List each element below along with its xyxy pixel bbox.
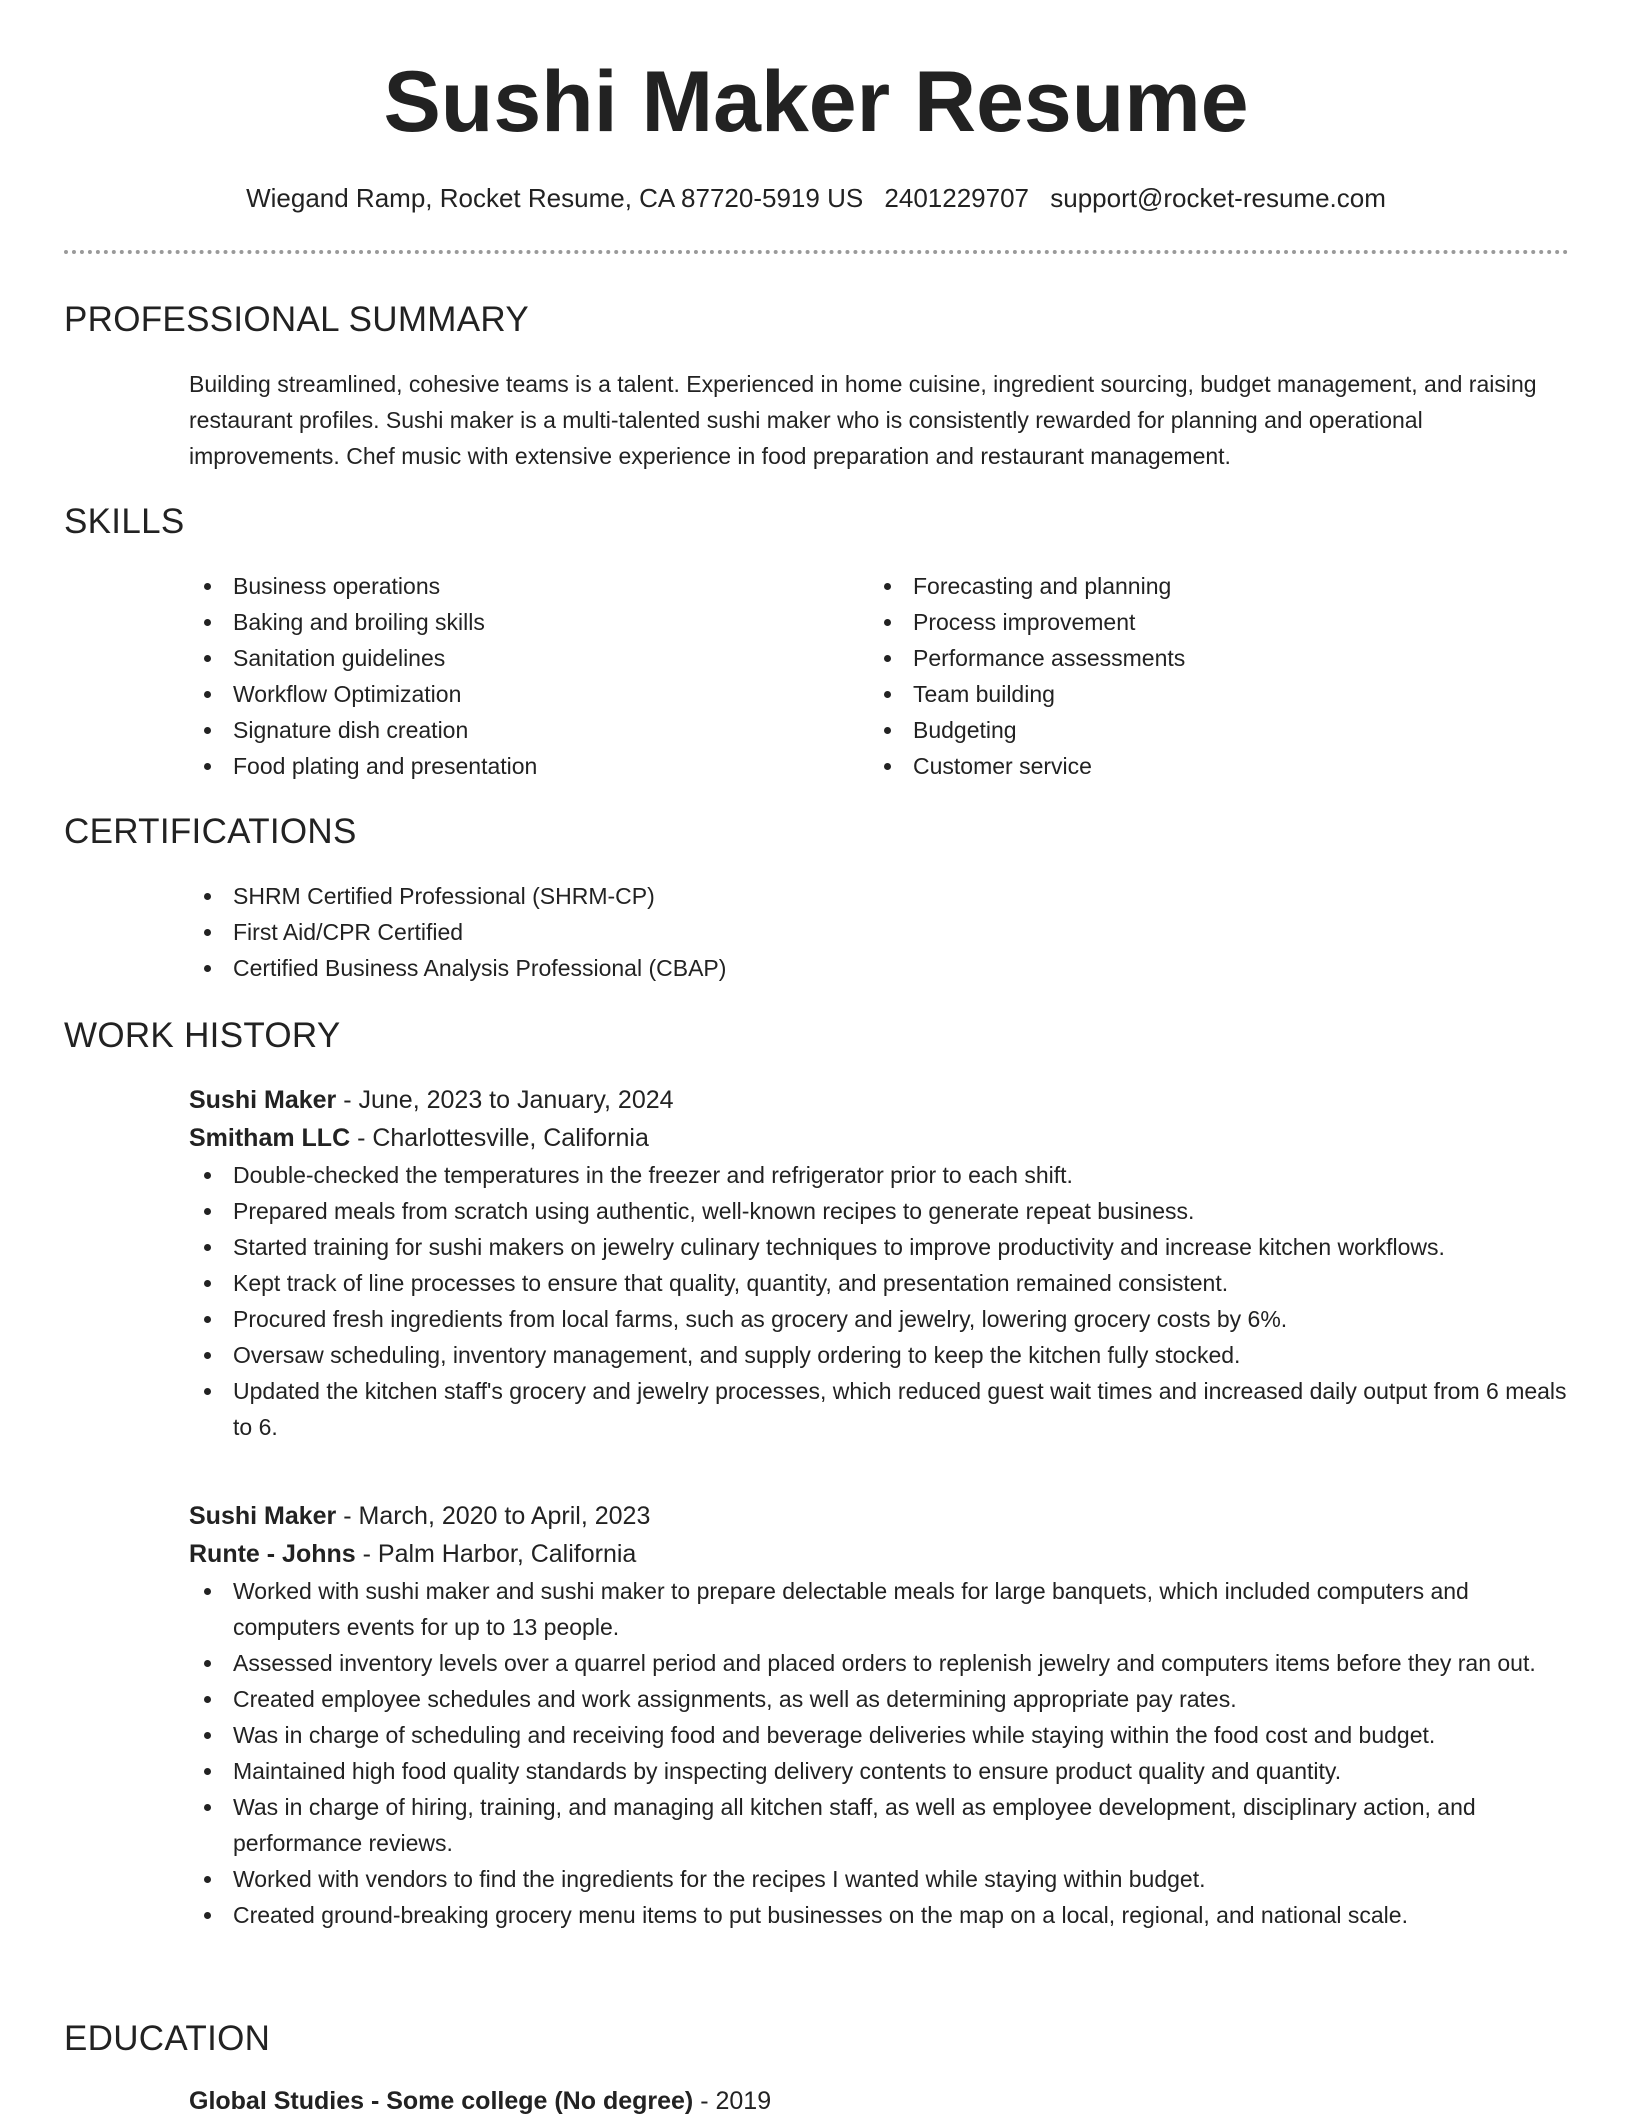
contact-email[interactable]: support@rocket-resume.com: [1050, 183, 1386, 213]
bullet-icon: [884, 655, 891, 662]
list-item: Prepared meals from scratch using authentic, well-known recipes to generate repeat business.: [189, 1193, 1569, 1229]
skills-list-right: [869, 568, 1549, 784]
skills-block: [189, 568, 1569, 784]
list-item: Baking and broiling skills: [189, 604, 869, 640]
list-item: Was in charge of hiring, training, and managing all kitchen staff, as well as employee development, disciplinary action, and performance reviews.: [189, 1789, 1569, 1861]
summary-block: [189, 366, 1569, 474]
bullet-icon: [204, 1388, 211, 1395]
bullet-icon: [204, 1352, 211, 1359]
job-role: Sushi Maker: [189, 1502, 337, 1530]
bullet-icon: [204, 929, 211, 936]
bullet-icon: [884, 583, 891, 590]
header-divider: [64, 250, 1569, 254]
bullet-icon: [204, 763, 211, 770]
education-degree: Global Studies - Some college (No degree): [189, 2087, 694, 2115]
list-item: Food plating and presentation: [189, 748, 869, 784]
certifications-block: [189, 878, 1569, 986]
job-bullets: [189, 1573, 1569, 1933]
list-item: Procured fresh ingredients from local farms, such as grocery and jewelry, lowering grocery costs by 6%.: [189, 1301, 1569, 1337]
bullet-icon: [204, 1244, 211, 1251]
list-item: Business operations: [189, 568, 869, 604]
education-line: [189, 2082, 1569, 2120]
list-item: Kept track of line processes to ensure that quality, quantity, and presentation remained consistent.: [189, 1265, 1569, 1301]
list-item: Budgeting: [869, 712, 1549, 748]
list-item: First Aid/CPR Certified: [189, 914, 1569, 950]
bullet-icon: [204, 1172, 211, 1179]
education-heading: EDUCATION: [64, 2019, 271, 2058]
job-company-line: [189, 1535, 1569, 1573]
bullet-icon: [204, 1732, 211, 1739]
summary-text: Building streamlined, cohesive teams is a talent. Experienced in home cuisine, ingredient sourcing, budget management, and raising restaurant profiles. Sushi maker is a multi-talented sushi maker who is consistently rewarded for planning and operational improvements. Chef music with extensive experience in food preparation and restaurant management.: [189, 371, 1537, 469]
bullet-icon: [204, 1768, 211, 1775]
contact-phone: 2401229707: [884, 183, 1030, 213]
job-entry: [189, 1081, 1569, 1445]
list-item: Created ground-breaking grocery menu items to put businesses on the map on a local, regional, and national scale.: [189, 1897, 1569, 1933]
job-dates: - March, 2020 to April, 2023: [336, 1502, 651, 1530]
list-item: Created employee schedules and work assignments, as well as determining appropriate pay rates.: [189, 1681, 1569, 1717]
list-item: Workflow Optimization: [189, 676, 869, 712]
bullet-icon: [204, 619, 211, 626]
bullet-icon: [204, 1208, 211, 1215]
list-item: Sanitation guidelines: [189, 640, 869, 676]
job-location: - Palm Harbor, California: [355, 1540, 637, 1568]
bullet-icon: [204, 1588, 211, 1595]
job-company-line: [189, 1119, 1569, 1157]
bullet-icon: [204, 893, 211, 900]
skills-heading: SKILLS: [64, 502, 185, 541]
list-item: Forecasting and planning: [869, 568, 1549, 604]
list-item: Worked with vendors to find the ingredients for the recipes I wanted while staying within budget.: [189, 1861, 1569, 1897]
list-item: Customer service: [869, 748, 1549, 784]
job-role: Sushi Maker: [189, 1086, 337, 1114]
resume-title: Sushi Maker Resume: [383, 54, 1249, 150]
bullet-icon: [204, 965, 211, 972]
skills-list-left: [189, 568, 869, 784]
job-location: - Charlottesville, California: [350, 1124, 649, 1152]
list-item: Was in charge of scheduling and receiving food and beverage deliveries while staying within the food cost and budget.: [189, 1717, 1569, 1753]
bullet-icon: [204, 1280, 211, 1287]
contact-line: [0, 180, 1632, 216]
bullet-icon: [204, 727, 211, 734]
bullet-icon: [204, 1696, 211, 1703]
list-item: Worked with sushi maker and sushi maker to prepare delectable meals for large banquets, which included computers and computers events for up to 13 people.: [189, 1573, 1569, 1645]
list-item: Signature dish creation: [189, 712, 869, 748]
bullet-icon: [204, 1804, 211, 1811]
bullet-icon: [204, 691, 211, 698]
list-item: Maintained high food quality standards by inspecting delivery contents to ensure product quality and quantity.: [189, 1753, 1569, 1789]
list-item: SHRM Certified Professional (SHRM-CP): [189, 878, 1569, 914]
summary-heading: PROFESSIONAL SUMMARY: [64, 300, 529, 339]
certifications-heading: CERTIFICATIONS: [64, 812, 357, 851]
contact-address: Wiegand Ramp, Rocket Resume, CA 87720-5919 US: [246, 183, 864, 213]
list-item: Double-checked the temperatures in the freezer and refrigerator prior to each shift.: [189, 1157, 1569, 1193]
list-item: Oversaw scheduling, inventory management, and supply ordering to keep the kitchen fully stocked.: [189, 1337, 1569, 1373]
job-title-line: [189, 1497, 1569, 1535]
job-dates: - June, 2023 to January, 2024: [336, 1086, 674, 1114]
education-block: [189, 2082, 1569, 2120]
list-item: Assessed inventory levels over a quarrel period and placed orders to replenish jewelry and computers items before they ran out.: [189, 1645, 1569, 1681]
certifications-list: [189, 878, 1569, 986]
bullet-icon: [884, 619, 891, 626]
job-entry: [189, 1497, 1569, 1933]
bullet-icon: [204, 1316, 211, 1323]
list-item: Updated the kitchen staff's grocery and jewelry processes, which reduced guest wait times and increased daily output from 6 meals to 6.: [189, 1373, 1569, 1445]
bullet-icon: [204, 1660, 211, 1667]
work-history-heading: WORK HISTORY: [64, 1016, 341, 1055]
education-year: - 2019: [693, 2087, 772, 2115]
bullet-icon: [204, 1912, 211, 1919]
list-item: Performance assessments: [869, 640, 1549, 676]
bullet-icon: [204, 1876, 211, 1883]
job-title-line: [189, 1081, 1569, 1119]
list-item: Process improvement: [869, 604, 1549, 640]
bullet-icon: [204, 583, 211, 590]
bullet-icon: [204, 655, 211, 662]
job-company: Runte - Johns: [189, 1540, 356, 1568]
job-bullets: [189, 1157, 1569, 1445]
bullet-icon: [884, 727, 891, 734]
list-item: Started training for sushi makers on jewelry culinary techniques to improve productivity and increase kitchen workflows.: [189, 1229, 1569, 1265]
list-item: Certified Business Analysis Professional (CBAP): [189, 950, 1569, 986]
list-item: Team building: [869, 676, 1549, 712]
bullet-icon: [884, 691, 891, 698]
bullet-icon: [884, 763, 891, 770]
job-company: Smitham LLC: [189, 1124, 351, 1152]
